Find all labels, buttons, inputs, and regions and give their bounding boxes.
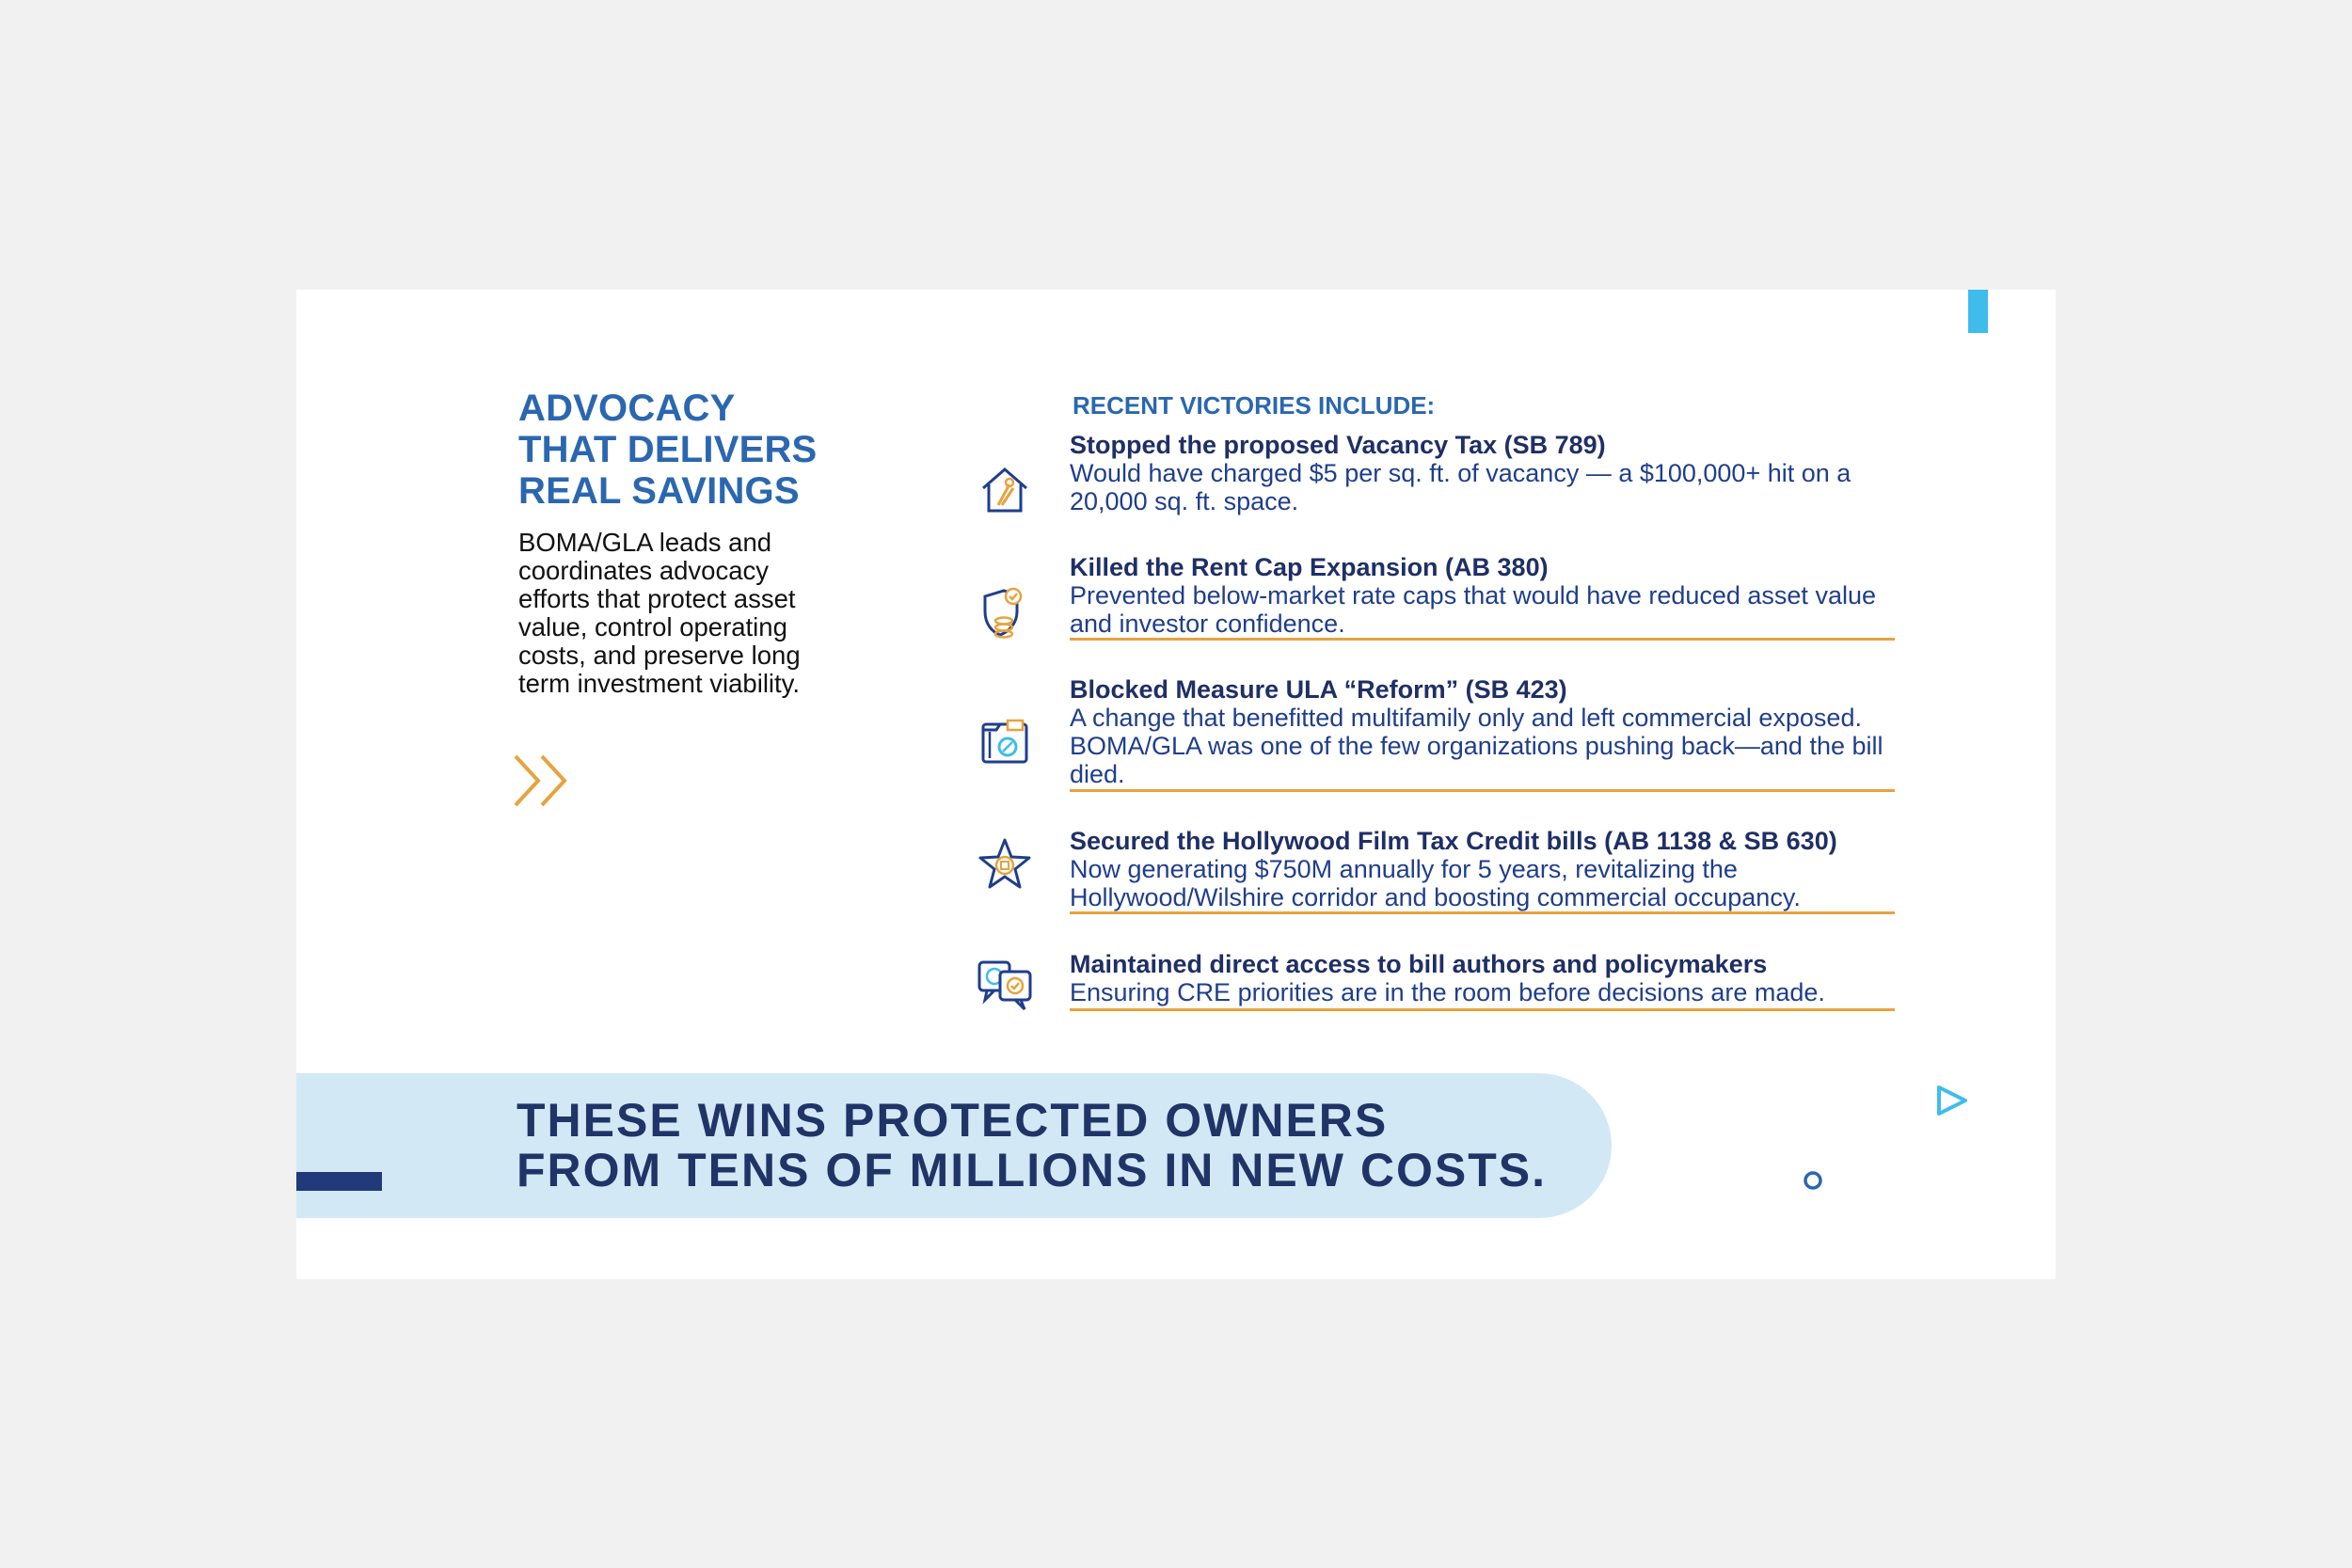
divider-rule — [1070, 638, 1895, 641]
divider-rule — [1070, 789, 1895, 792]
house-dollar-icon — [976, 462, 1034, 520]
headline-line: THAT DELIVERS — [518, 429, 818, 470]
banner-line: FROM TENS OF MILLIONS IN NEW COSTS. — [516, 1144, 1547, 1196]
victory-description: A change that benefitted multifamily only and left commercial exposed. BOMA/GLA was one of the few organizations pushing back—and the bill died. — [1070, 704, 1883, 788]
victories-heading: RECENT VICTORIES INCLUDE: — [1073, 391, 1436, 420]
intro-paragraph: BOMA/GLA leads and coordinates advocacy efforts that protect asset value, control operating costs, and preserve long term investment viability. — [518, 528, 801, 698]
banner-text — [516, 1096, 1547, 1196]
folder-shield-icon — [976, 713, 1034, 771]
banner-accent-bar — [296, 1172, 382, 1191]
victory-title: Blocked Measure ULA “Reform” (SB 423) — [1070, 675, 1567, 704]
victory-description: Prevented below-market rate caps that would have reduced asset value and investor confidence. — [1070, 581, 1876, 638]
victory-description: Now generating $750M annually for 5 years, revitalizing the Hollywood/Wilshire corridor and boosting commercial occupancy. — [1070, 855, 1801, 911]
divider-rule — [1070, 1008, 1895, 1011]
victory-description: Ensuring CRE priorities are in the room before decisions are made. — [1070, 978, 1825, 1006]
victory-title: Secured the Hollywood Film Tax Credit bills (AB 1138 & SB 630) — [1070, 827, 1837, 855]
advocacy-card — [296, 290, 2056, 1279]
headline — [518, 388, 817, 512]
headline-line: ADVOCACY — [518, 388, 736, 429]
double-chevron-icon — [512, 752, 574, 809]
victory-description: Would have charged $5 per sq. ft. of vacancy — a $100,000+ hit on a 20,000 sq. ft. space. — [1070, 459, 1851, 515]
triangle-decoration-icon — [1933, 1082, 1971, 1119]
star-badge-icon — [976, 836, 1034, 895]
victory-title: Maintained direct access to bill authors and policymakers — [1070, 950, 1768, 978]
headline-line: REAL SAVINGS — [518, 470, 800, 512]
victory-title: Stopped the proposed Vacancy Tax (SB 789) — [1070, 431, 1606, 459]
divider-rule — [1070, 911, 1895, 914]
banner-line: THESE WINS PROTECTED OWNERS — [516, 1094, 1389, 1147]
corner-accent-tab — [1968, 290, 1988, 333]
circle-decoration-icon — [1802, 1169, 1824, 1192]
shield-coins-icon — [976, 583, 1034, 641]
chat-bubbles-icon — [976, 957, 1034, 1015]
victory-title: Killed the Rent Cap Expansion (AB 380) — [1070, 553, 1549, 581]
